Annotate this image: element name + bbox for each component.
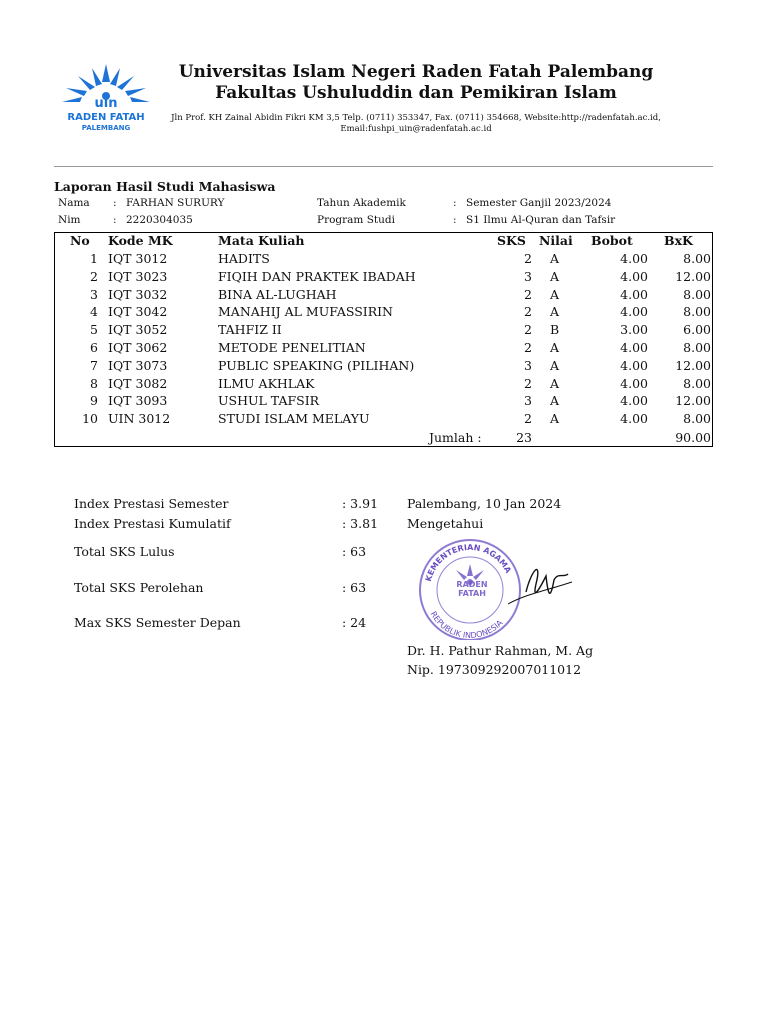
name-value: FARHAN SURURY — [126, 197, 225, 209]
table-cell-sks: 2 — [524, 411, 532, 427]
program-label: Program Studi — [317, 214, 395, 226]
table-cell-grade: A — [550, 411, 560, 427]
table-cell-course: MANAHIJ AL MUFASSIRIN — [218, 304, 393, 320]
ipk-label: Index Prestasi Kumulatif — [74, 516, 231, 531]
table-cell-weight: 4.00 — [620, 375, 648, 391]
table-cell-sks: 2 — [524, 251, 532, 266]
table-cell-code: IQT 3042 — [108, 304, 168, 320]
table-cell-course: TAHFIZ II — [218, 322, 282, 338]
header-code: Kode MK — [108, 233, 173, 248]
table-cell-no: 7 — [90, 357, 98, 373]
table-cell-bxk: 12.00 — [675, 268, 711, 284]
year-colon: : — [453, 197, 457, 209]
total-sks: 23 — [516, 430, 532, 445]
table-cell-weight: 4.00 — [620, 304, 648, 320]
header-grade: Nilai — [539, 233, 573, 248]
table-cell-bxk: 8.00 — [683, 375, 711, 391]
table-cell-grade: A — [550, 268, 560, 284]
table-cell-no: 9 — [90, 393, 98, 409]
table-cell-weight: 4.00 — [620, 411, 648, 427]
header-course: Mata Kuliah — [218, 233, 305, 248]
table-cell-sks: 2 — [524, 375, 532, 391]
logo-text-name: RADEN FATAH — [67, 112, 145, 123]
address-line-2: Email:fushpi_uin@radenfatah.ac.id — [340, 124, 492, 134]
table-cell-bxk: 8.00 — [683, 340, 711, 355]
table-cell-no: 1 — [90, 251, 98, 266]
table-cell-bxk: 12.00 — [675, 393, 711, 409]
table-cell-weight: 4.00 — [620, 357, 648, 373]
header-bxk: BxK — [664, 233, 693, 248]
nim-value: 2220304035 — [126, 214, 193, 226]
table-cell-course: PUBLIC SPEAKING (PILIHAN) — [218, 357, 415, 373]
table-cell-bxk: 8.00 — [683, 286, 711, 302]
table-cell-sks: 3 — [524, 393, 532, 409]
max-sks-value: : 24 — [342, 615, 367, 630]
year-label: Tahun Akademik — [317, 197, 406, 209]
place-date: Palembang, 10 Jan 2024 — [407, 496, 562, 511]
table-cell-course: FIQIH DAN PRAKTEK IBADAH — [218, 268, 416, 284]
program-colon: : — [453, 214, 457, 226]
table-cell-sks: 2 — [524, 286, 532, 302]
table-cell-grade: A — [550, 286, 560, 302]
table-cell-no: 4 — [90, 304, 98, 320]
table-cell-grade: A — [550, 304, 560, 320]
total-bxk: 90.00 — [675, 430, 711, 445]
table-cell-course: BINA AL-LUGHAH — [218, 286, 337, 302]
header-divider — [54, 166, 713, 167]
table-cell-bxk: 8.00 — [683, 251, 711, 266]
table-cell-grade: A — [550, 357, 560, 373]
name-colon: : — [113, 197, 117, 209]
table-cell-code: IQT 3093 — [108, 393, 168, 409]
table-cell-bxk: 6.00 — [683, 322, 711, 338]
header-weight: Bobot — [591, 233, 633, 248]
logo-text-city: PALEMBANG — [81, 124, 131, 132]
total-label: Jumlah : — [429, 430, 482, 445]
signer-nip: Nip. 197309292007011012 — [407, 662, 582, 677]
table-cell-bxk: 8.00 — [683, 304, 711, 320]
table-cell-course: ILMU AKHLAK — [218, 375, 315, 391]
table-cell-no: 2 — [90, 268, 98, 284]
table-cell-code: IQT 3052 — [108, 322, 168, 338]
nim-label: Nim — [58, 214, 81, 226]
stamp-logo-text: RADEN FATAH — [456, 580, 488, 598]
table-cell-no: 10 — [82, 411, 98, 427]
table-cell-weight: 4.00 — [620, 268, 648, 284]
sks-lulus-value: : 63 — [342, 544, 367, 559]
table-cell-code: IQT 3062 — [108, 340, 168, 355]
table-cell-sks: 3 — [524, 357, 532, 373]
table-cell-grade: A — [550, 375, 560, 391]
table-cell-sks: 3 — [524, 268, 532, 284]
report-title: Laporan Hasil Studi Mahasiswa — [54, 179, 276, 194]
table-cell-no: 8 — [90, 375, 98, 391]
table-cell-weight: 4.00 — [620, 393, 648, 409]
table-cell-code: IQT 3023 — [108, 268, 168, 284]
max-sks-label: Max SKS Semester Depan — [74, 615, 241, 630]
stamp-top-text: KEMENTERIAN AGAMA — [423, 542, 513, 583]
table-cell-weight: 4.00 — [620, 286, 648, 302]
table-cell-course: HADITS — [218, 251, 270, 266]
stamp-bottom-text: REPUBLIK INDONESIA — [428, 609, 505, 640]
acknowledge-text: Mengetahui — [407, 516, 484, 531]
table-cell-bxk: 8.00 — [683, 411, 711, 427]
nim-colon: : — [113, 214, 117, 226]
header-no: No — [70, 233, 90, 248]
ips-value: : 3.91 — [342, 496, 379, 511]
table-cell-bxk: 12.00 — [675, 357, 711, 373]
address-line-1: Jln Prof. KH Zainal Abidin Fikri KM 3,5 Telp. (0711) 353347, Fax. (0711) 354668, Website:http://radenfatah.ac.id, — [171, 113, 661, 123]
table-cell-weight: 4.00 — [620, 251, 648, 266]
ips-label: Index Prestasi Semester — [74, 496, 229, 511]
table-cell-sks: 2 — [524, 304, 532, 320]
table-cell-course: USHUL TAFSIR — [218, 393, 320, 409]
table-cell-sks: 2 — [524, 340, 532, 355]
university-name: Universitas Islam Negeri Raden Fatah Palembang — [178, 62, 654, 82]
sks-perolehan-label: Total SKS Perolehan — [74, 580, 204, 595]
faculty-name: Fakultas Ushuluddin dan Pemikiran Islam — [215, 83, 617, 103]
table-cell-grade: A — [550, 251, 560, 266]
university-logo — [58, 60, 154, 140]
table-cell-weight: 4.00 — [620, 340, 648, 355]
ipk-value: : 3.81 — [342, 516, 379, 531]
year-value: Semester Ganjil 2023/2024 — [466, 197, 612, 209]
table-cell-no: 6 — [90, 340, 98, 355]
table-cell-sks: 2 — [524, 322, 532, 338]
table-cell-no: 5 — [90, 322, 98, 338]
table-cell-code: UIN 3012 — [108, 411, 171, 427]
table-cell-code: IQT 3082 — [108, 375, 168, 391]
sks-lulus-label: Total SKS Lulus — [74, 544, 175, 559]
table-cell-course: METODE PENELITIAN — [218, 340, 366, 355]
program-value: S1 Ilmu Al-Quran dan Tafsir — [466, 214, 616, 226]
table-cell-course: STUDI ISLAM MELAYU — [218, 411, 370, 427]
name-label: Nama — [58, 197, 90, 209]
sks-perolehan-value: : 63 — [342, 580, 367, 595]
table-cell-grade: A — [550, 393, 560, 409]
table-cell-no: 3 — [90, 286, 98, 302]
logo-text-main: uin — [94, 96, 118, 111]
table-cell-weight: 3.00 — [620, 322, 648, 338]
table-cell-code: IQT 3073 — [108, 357, 168, 373]
table-cell-code: IQT 3032 — [108, 286, 168, 302]
header-sks: SKS — [497, 233, 526, 248]
table-cell-code: IQT 3012 — [108, 251, 168, 266]
signer-name: Dr. H. Pathur Rahman, M. Ag — [407, 643, 594, 658]
table-cell-grade: A — [550, 340, 560, 355]
table-cell-grade: B — [550, 322, 560, 338]
